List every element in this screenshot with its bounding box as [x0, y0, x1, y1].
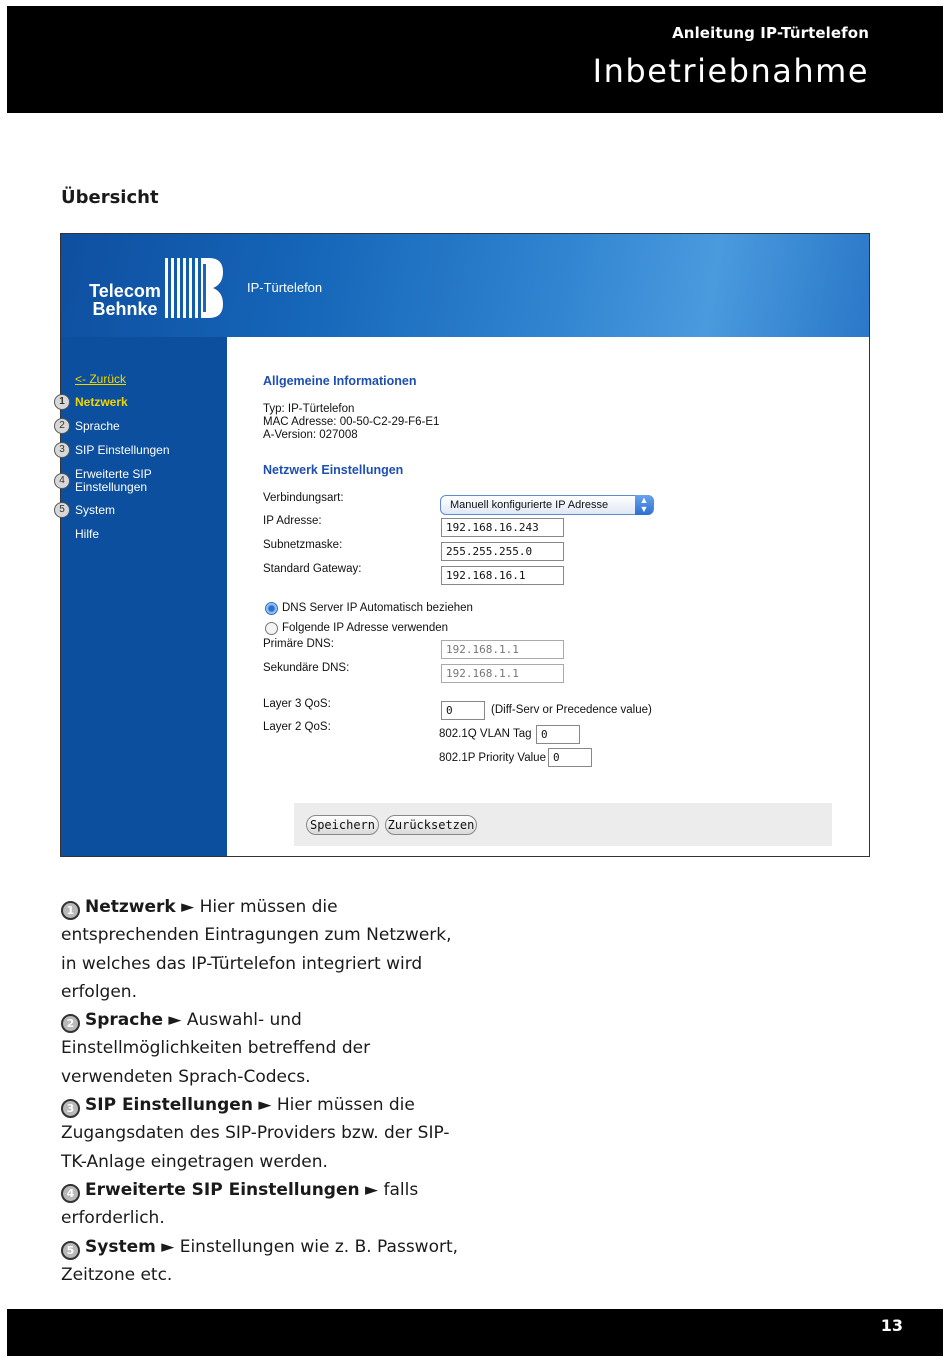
- subnet-mask-input[interactable]: 255.255.255.0: [441, 542, 564, 561]
- nav-badge-5: 5: [54, 502, 70, 518]
- layer3-qos-note: (Diff-Serv or Precedence value): [491, 704, 652, 716]
- description-item: [61, 1233, 461, 1290]
- primary-dns-label: Primäre DNS:: [263, 638, 334, 650]
- description-keyword: System: [85, 1236, 156, 1257]
- sidebar-item-label: Netzwerk: [75, 395, 128, 409]
- sidebar-item-system[interactable]: [59, 503, 116, 517]
- arrow-icon: ►: [161, 1236, 175, 1257]
- web-ui-screenshot: [60, 233, 870, 857]
- app-version: A-Version: 027008: [263, 429, 358, 441]
- dns-auto-radio[interactable]: [265, 602, 278, 615]
- device-type: Typ: IP-Türtelefon: [263, 403, 355, 415]
- select-arrows-icon: ▲ ▼: [635, 495, 653, 515]
- sidebar-item-label: Hilfe: [75, 527, 100, 541]
- logo-line1: Telecom: [89, 281, 161, 301]
- nav-badge-1: 1: [54, 394, 70, 410]
- section-heading: Übersicht: [61, 187, 159, 208]
- product-name: IP-Türtelefon: [247, 280, 323, 295]
- network-settings-heading: Netzwerk Einstellungen: [263, 463, 404, 477]
- general-info-heading: Allgemeine Informationen: [263, 374, 417, 388]
- description-text: Einstellungen wie z. B. Passwort, Zeitzone etc.: [61, 1236, 459, 1285]
- sidebar-item-label: Einstellungen: [75, 480, 148, 494]
- number-badge: 4: [61, 1184, 80, 1203]
- dns-manual-label: Folgende IP Adresse verwenden: [282, 622, 449, 634]
- mac-address: MAC Adresse: 00-50-C2-29-F6-E1: [263, 416, 440, 428]
- priority-value-input[interactable]: 0: [548, 748, 592, 767]
- ip-address-label: IP Adresse:: [263, 515, 322, 527]
- reset-button[interactable]: Zurücksetzen: [385, 815, 477, 835]
- number-badge: 3: [61, 1099, 80, 1118]
- vlan-tag-input[interactable]: 0: [536, 725, 580, 744]
- secondary-dns-label: Sekundäre DNS:: [263, 662, 350, 674]
- description-item: [61, 1006, 461, 1091]
- primary-dns-input[interactable]: 192.168.1.1: [441, 640, 564, 659]
- arrow-icon: ►: [168, 1010, 182, 1031]
- sidebar-item-erweiterte-sip[interactable]: [59, 467, 152, 494]
- save-button[interactable]: Speichern: [306, 815, 379, 835]
- sidebar-item-label: SIP Einstellungen: [75, 443, 170, 457]
- connection-type-label: Verbindungsart:: [263, 492, 344, 504]
- description-text: Hier müssen die entsprechenden Eintragungen zum Netzwerk, in welches das IP-Türtelefon integriert wird erfolgen.: [61, 897, 452, 1002]
- nav-badge-2: 2: [54, 418, 70, 434]
- arrow-icon: ►: [258, 1095, 272, 1116]
- description-item: [61, 1091, 461, 1176]
- connection-type-select[interactable]: [440, 495, 654, 515]
- banner: [61, 234, 869, 337]
- layer3-qos-label: Layer 3 QoS:: [263, 698, 331, 710]
- logo-bars-icon: [165, 258, 223, 318]
- sidebar-item-sip[interactable]: [59, 443, 170, 457]
- sidebar-item-netzwerk[interactable]: [59, 395, 128, 409]
- number-badge: 5: [61, 1241, 80, 1260]
- layer3-qos-input[interactable]: 0: [441, 701, 485, 720]
- layer2-qos-label: Layer 2 QoS:: [263, 721, 331, 733]
- secondary-dns-input[interactable]: 192.168.1.1: [441, 664, 564, 683]
- description-keyword: Netzwerk: [85, 897, 176, 917]
- description-text: falls erforderlich.: [61, 1179, 419, 1229]
- header-title: Inbetriebnahme: [592, 52, 869, 90]
- nav-back-link[interactable]: <- Zurück: [75, 372, 127, 386]
- description-text: Auswahl- und Einstellmöglichkeiten betreffend der verwendeten Sprach-Codecs.: [61, 1010, 371, 1087]
- settings-panel: [227, 337, 869, 856]
- description-keyword: SIP Einstellungen: [85, 1095, 253, 1116]
- sidebar-item-label: System: [75, 503, 116, 517]
- dns-manual-radio[interactable]: [265, 622, 278, 635]
- dns-auto-label: DNS Server IP Automatisch beziehen: [282, 602, 473, 614]
- number-badge: 1: [61, 901, 80, 920]
- description-keyword: Erweiterte SIP Einstellungen: [85, 1179, 360, 1200]
- logo-line2: Behnke: [92, 299, 158, 319]
- gateway-input[interactable]: 192.168.16.1: [441, 566, 564, 585]
- page-header: [7, 6, 943, 113]
- nav-badge-3: 3: [54, 442, 70, 458]
- description-item: [61, 893, 461, 1006]
- description-keyword: Sprache: [85, 1010, 163, 1031]
- gateway-label: Standard Gateway:: [263, 563, 362, 575]
- brand-logo: [89, 282, 161, 318]
- arrow-icon: ►: [365, 1179, 379, 1200]
- header-subtitle: Anleitung IP-Türtelefon: [672, 24, 869, 42]
- nav-badge-4: 4: [54, 473, 70, 489]
- description-list: [61, 893, 461, 1289]
- sidebar-item-hilfe[interactable]: [75, 528, 99, 541]
- connection-type-value: Manuell konfigurierte IP Adresse: [450, 499, 609, 511]
- button-bar: [294, 803, 832, 846]
- number-badge: 2: [61, 1014, 80, 1033]
- priority-value-label: 802.1P Priority Value: [439, 752, 546, 764]
- sidebar-item-label: Sprache: [75, 419, 120, 433]
- subnet-mask-label: Subnetzmaske:: [263, 539, 343, 551]
- sidebar-item-sprache[interactable]: [59, 419, 120, 433]
- sidebar-nav: [61, 337, 227, 856]
- sidebar-item-label: Erweiterte SIP: [75, 467, 152, 481]
- vlan-tag-label: 802.1Q VLAN Tag: [439, 728, 532, 740]
- description-item: [61, 1176, 461, 1233]
- page-footer: [7, 1309, 943, 1356]
- arrow-icon: ►: [181, 897, 195, 917]
- page-number: 13: [880, 1316, 903, 1335]
- ip-address-input[interactable]: 192.168.16.243: [441, 518, 564, 537]
- description-text: Hier müssen die Zugangsdaten des SIP-Providers bzw. der SIP-TK-Anlage eingetragen werden.: [61, 1095, 450, 1172]
